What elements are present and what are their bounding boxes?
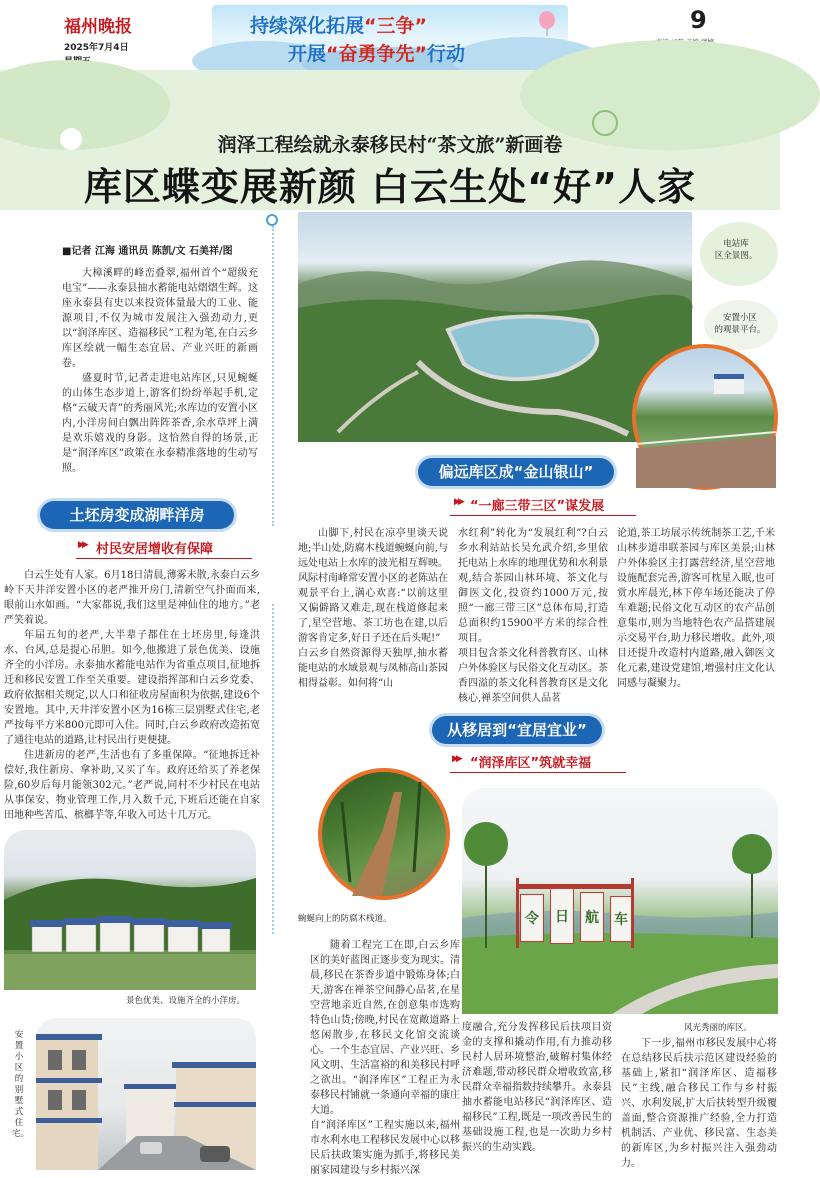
section-underline: [76, 558, 252, 559]
campaign-banner: [212, 5, 568, 67]
banner-line-2: 开展“奋勇争先”行动: [288, 43, 466, 65]
chevron-icon: ▶▶: [454, 497, 462, 507]
middle-column-1: 山脚下,村民在凉亭里谈天说地;半山处,防腐木栈道蜿蜒向前,与远处电站上水库的波光相互辉映。风际村南峰常安置小区的老陈站在观景平台上,满心欢喜:“以前这里又偏僻路又难走,现在栈道修起来了,星空营地、茶工坊也在建,以后游客肯定多,好日子还在后头呢!” 白云乡自然资源得天独厚,抽水蓄能电站的水域景观与凤柿高山茶园相得益彰。如何将“山: [298, 528, 448, 689]
paragraph: 住进新房的老严,生活也有了多重保障。“征地拆迁补偿好,我住新房、拿补助,又买了车。政府还给买了养老保险,60岁后每月能领302元。”老严说,同村不少村民在电站从事保安、物业管理工作,月入数千元,下班后还能在自家田地种些苦瓜、槟榔芋等,年收入可达十几万元。: [4, 750, 260, 821]
left-column: [4, 568, 260, 823]
paragraph: 大樟溪畔的峰峦叠翠,福州首个“超级充电宝”——永泰县抽水蓄能电站熠熠生辉。这座永泰县有史以来投资体量最大的工业、能源项目,不仅为城市发展注入强劲动力,更以“润泽库区、造福移民”工程为笔,在白云乡库区绘就一幅生态宜居、产业兴旺的新画卷。: [62, 268, 258, 369]
paper-name: 福州晚报: [64, 17, 132, 37]
middle-column-3: 论道,茶工坊展示传统制茶工艺,千米山林步道串联茶园与库区美景;山林户外体验区主打露营经济,星空营地设施配套完善,游客可枕星入眠,也可赏水库晨光,林下停车场还能决了停车难题;民俗文化互动区的农产品创意集市,则为当地特色农产品搭建展示交易平台,助力移民增收。此外,项目还提升改造村内道路,融入御医文化元素,建设党建馆,增强村庄文化认同感与凝聚力。: [617, 528, 775, 689]
publication-date: 2025年7月4日: [64, 43, 129, 53]
villas-photo-caption: 景色优美、设施齐全的小洋房。: [126, 996, 246, 1006]
park-photo-caption: 风光秀丽的库区。: [684, 1023, 753, 1033]
chevron-icon: ▶▶: [452, 754, 460, 764]
article-subtitle: 润泽工程绘就永泰移民村“茶文旅”新画卷: [217, 134, 563, 156]
boardwalk-photo-caption: 蜿蜒向上的防腐木栈道。: [298, 914, 392, 924]
section-underline: [450, 772, 626, 773]
reservoir-photo-caption: 电站库 区全景图。: [714, 239, 758, 261]
byline: ■记者 江海 通讯员 陈凯/文 石美祥/图: [62, 246, 233, 257]
paragraph: 年届五旬的老严,大半辈子都住在土坯房里,每逢洪水、台风,总是提心吊胆。如今,他搬进了景色优美、设施齐全的小洋房。永泰抽水蓄能电站作为省重点项目,征地拆迁和移民安置工作至关重要。建设指挥部和白云乡党委、政府依据相关规定,以人口和征收房屋面积为依据,建设6个安置地。其中,天井洋安置小区为16栋三层别墅式住宅,老严按每平方米800元即可入住。同时,白云乡政府改造拓宽了通往电站的道路,让村民出行更便捷。: [4, 630, 260, 746]
article-headline: 库区蝶变展新颜 白云生处“好”人家: [83, 165, 697, 209]
villas-photo: [4, 830, 256, 990]
park-sign: 车: [610, 896, 632, 942]
page-number: 9: [690, 6, 707, 34]
decor-ring: [266, 214, 278, 226]
section-3-subtitle: “润泽库区”筑就幸福: [470, 756, 592, 771]
lead-paragraphs: [62, 266, 258, 476]
dotted-divider: [272, 604, 274, 934]
section-2-title: 偏远库区成“金山银山”: [418, 458, 614, 486]
boardwalk-photo: [318, 768, 450, 900]
lower-column-2: 度融合,充分发挥移民后扶项目资金的支撑和撬动作用,有力推动移民村人居环境整治,破解村集体经济难题,带动移民群众增收致富,移民群众幸福指数持续攀升。永泰县抽水蓄能电站移民“润泽库区、造福移民”工程,既是一项改善民生的基础设施工程,也是一次助力乡村振兴的生动实践。: [462, 1022, 612, 1153]
section-1-subtitle: 村民安居增收有保障: [96, 542, 214, 557]
balloon-icon: [538, 11, 556, 37]
chevron-icon: ▶▶: [78, 540, 86, 550]
section-underline: [450, 515, 636, 516]
section-2-subtitle: “一廊三带三区”谋发展: [470, 499, 605, 514]
resettlement-photo-caption: 安置小区 的观景平台。: [714, 313, 766, 335]
park-photo: [462, 788, 778, 1014]
lower-column-1: 随着工程完工在即,白云乡库区的美好蓝图正逐步变为现实。清晨,移民在茶香步道中锻炼身体;白天,游客在禅茶空间静心品茗,在星空营地亲近自然,在创意集市选购特色山货;傍晚,村民在宽敞道路上悠闲散步,在移民文化馆交流谈心。一个生态宜居、产业兴旺、乡风文明、生活富裕的和美移民村呼之欲出。“润泽库区”工程正为永泰移民村铺就一条通向幸福的康庄大道。 自“润泽库区”工程实施以来,福州市水利水电工程移民发展中心以移民后扶政策实施为抓手,将移民美丽家园建设与乡村振兴深: [310, 940, 460, 1176]
section-3-title: 从移居到“宜居宜业”: [432, 716, 602, 744]
street-photo-caption: 安置小区的别墅式住宅。: [12, 1030, 30, 1139]
dotted-divider: [272, 226, 274, 526]
park-sign: 航: [580, 892, 604, 942]
middle-column-2: 水红利”转化为“发展红利”?白云乡水利站站长吴允武介绍,乡里依托电站上水库的地理优势和水利景观,结合茶园山林环境、茶文化与御医文化,投资约1000万元,按照“一廊三带三区”总体布局,打造总面积约15900平方米的综合性项目。 项目包含茶文化科普教育区、山林户外体验区与民俗文化互动区。茶香四溢的茶文化科普教育区是文化核心,禅茶空间供人品茗: [458, 528, 608, 704]
lower-column-3: 下一步,福州市移民发展中心将在总结移民后扶示范区建设经验的基础上,紧扣“润泽库区、造福移民”主线,融合移民工作与乡村振兴、水利发展,扩大后扶转型升级覆盖面,整合资源推广经验,全力打造机制活、产业优、移民富、生态美的新库区,为乡村振兴注入强劲动力。: [621, 1038, 777, 1169]
paragraph: 白云生处有人家。6月18日清晨,薄雾未散,永泰白云乡岭下天井洋安置小区的老严推开房门,清新空气扑面而来,眼前山水如画。“大家都说,我们这里是神仙住的地方。”老严笑着说。: [4, 570, 260, 626]
viewing-platform-photo: [632, 344, 778, 490]
park-sign: 日: [550, 888, 574, 944]
section-1-title: 土坯房变成湖畔洋房: [40, 501, 234, 529]
park-sign: 令: [520, 894, 544, 942]
banner-line-1: 持续深化拓展“三争”: [250, 15, 427, 37]
paragraph: 盛夏时节,记者走进电站库区,只见蜿蜒的山体生态步道上,游客们纷纷举起手机,定格“云破天青”的秀丽风光;水库边的安置小区内,小洋房间白飘出阵阵茶香,余水草坪上满是欢乐嬉戏的身影。这恰然自得的场景,正是“润泽库区”政策在永泰精准落地的生动写照。: [62, 373, 258, 474]
street-villas-photo: [36, 1018, 256, 1170]
